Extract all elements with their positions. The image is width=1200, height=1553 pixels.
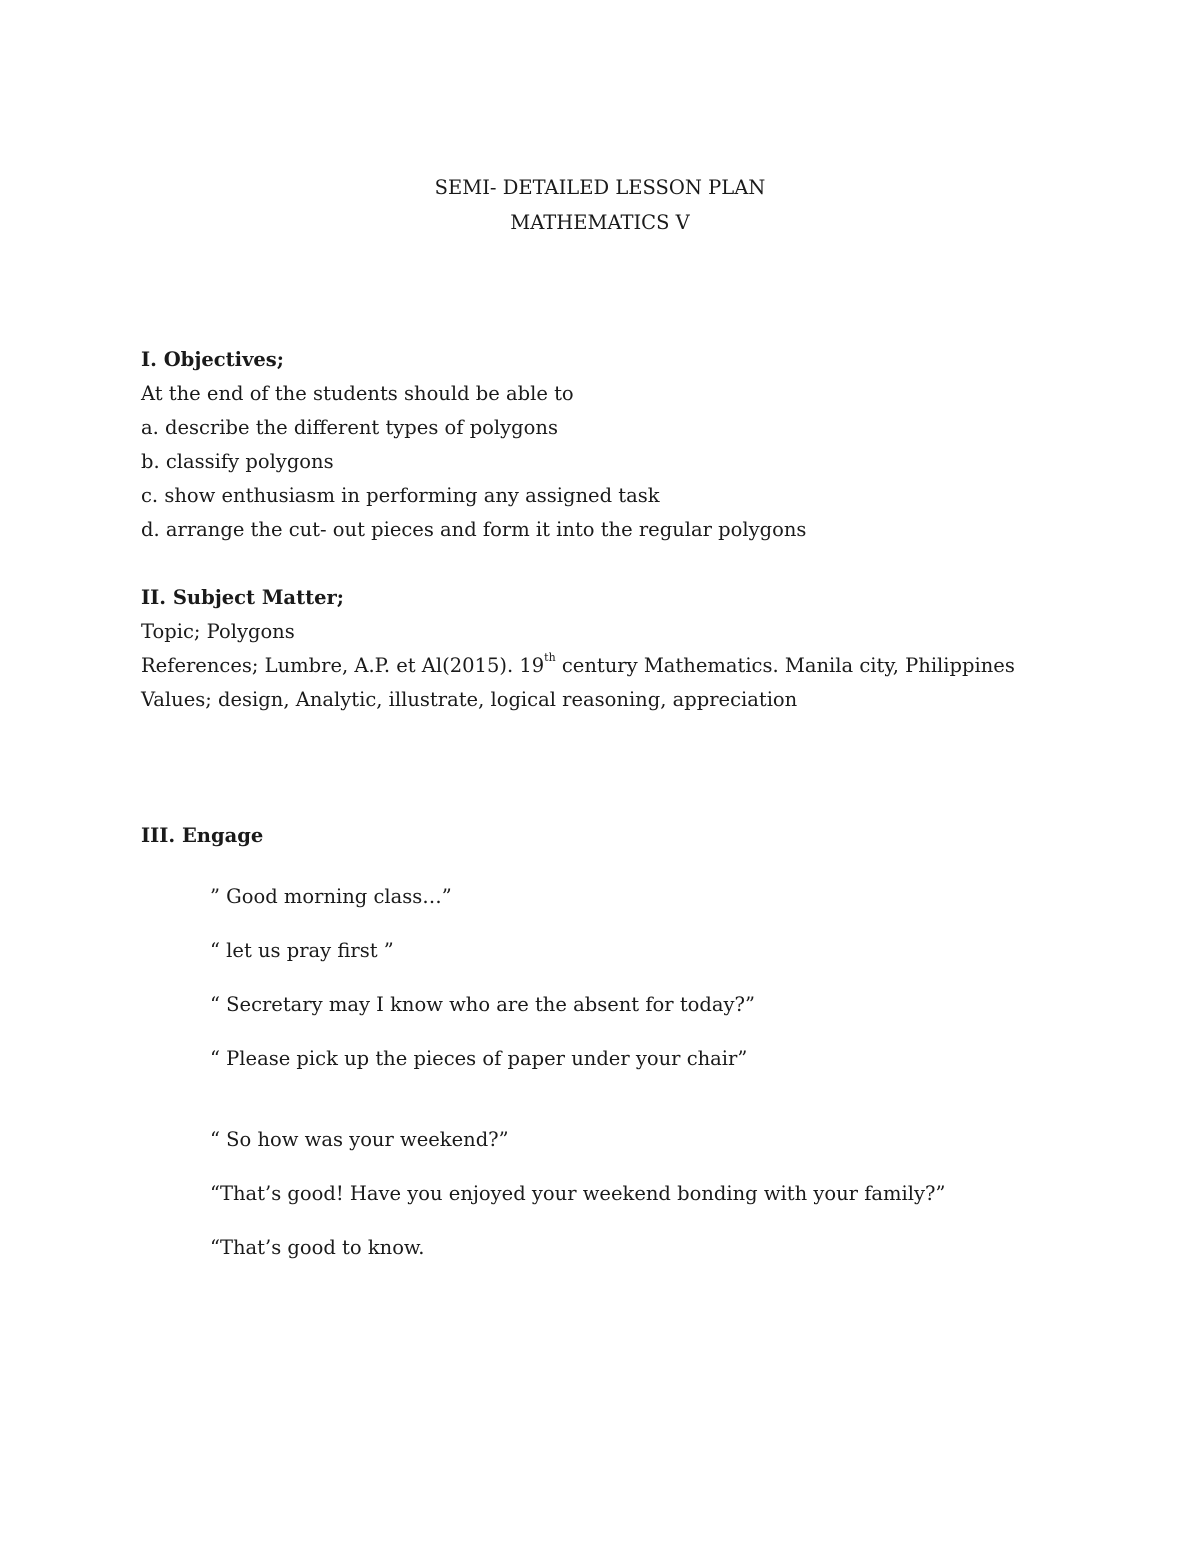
engage-quote: “ Secretary may I know who are the absent for today?” (210, 993, 755, 1016)
engage-heading: III. Engage (141, 824, 264, 847)
references-line (141, 651, 1015, 677)
objectives-intro: At the end of the students should be able to (141, 382, 574, 405)
objective-item: d. arrange the cut- out pieces and form it into the regular polygons (141, 518, 807, 541)
objectives-heading: I. Objectives; (141, 348, 284, 371)
engage-quote: “That’s good! Have you enjoyed your weekend bonding with your family?” (210, 1182, 946, 1205)
subject-matter-heading: II. Subject Matter; (141, 586, 344, 609)
references-text-rest: century Mathematics. Manila city, Philippines (555, 654, 1015, 677)
document-subtitle: MATHEMATICS V (510, 211, 690, 234)
topic-line: Topic; Polygons (141, 620, 295, 643)
engage-quote: ” Good morning class…” (210, 885, 452, 908)
engage-quote: “ let us pray first ” (210, 939, 394, 962)
engage-quote: “That’s good to know. (210, 1236, 425, 1259)
values-line: Values; design, Analytic, illustrate, logical reasoning, appreciation (141, 688, 798, 711)
objective-item: b. classify polygons (141, 450, 334, 473)
references-text: References; Lumbre, A.P. et Al(2015). 19 (141, 654, 545, 677)
objective-item: c. show enthusiasm in performing any assigned task (141, 484, 660, 507)
objective-item: a. describe the different types of polygons (141, 416, 558, 439)
engage-quote: “ Please pick up the pieces of paper under your chair” (210, 1047, 748, 1070)
engage-quote: “ So how was your weekend?” (210, 1128, 509, 1151)
references-superscript: th (544, 651, 556, 664)
document-title: SEMI- DETAILED LESSON PLAN (434, 176, 766, 199)
